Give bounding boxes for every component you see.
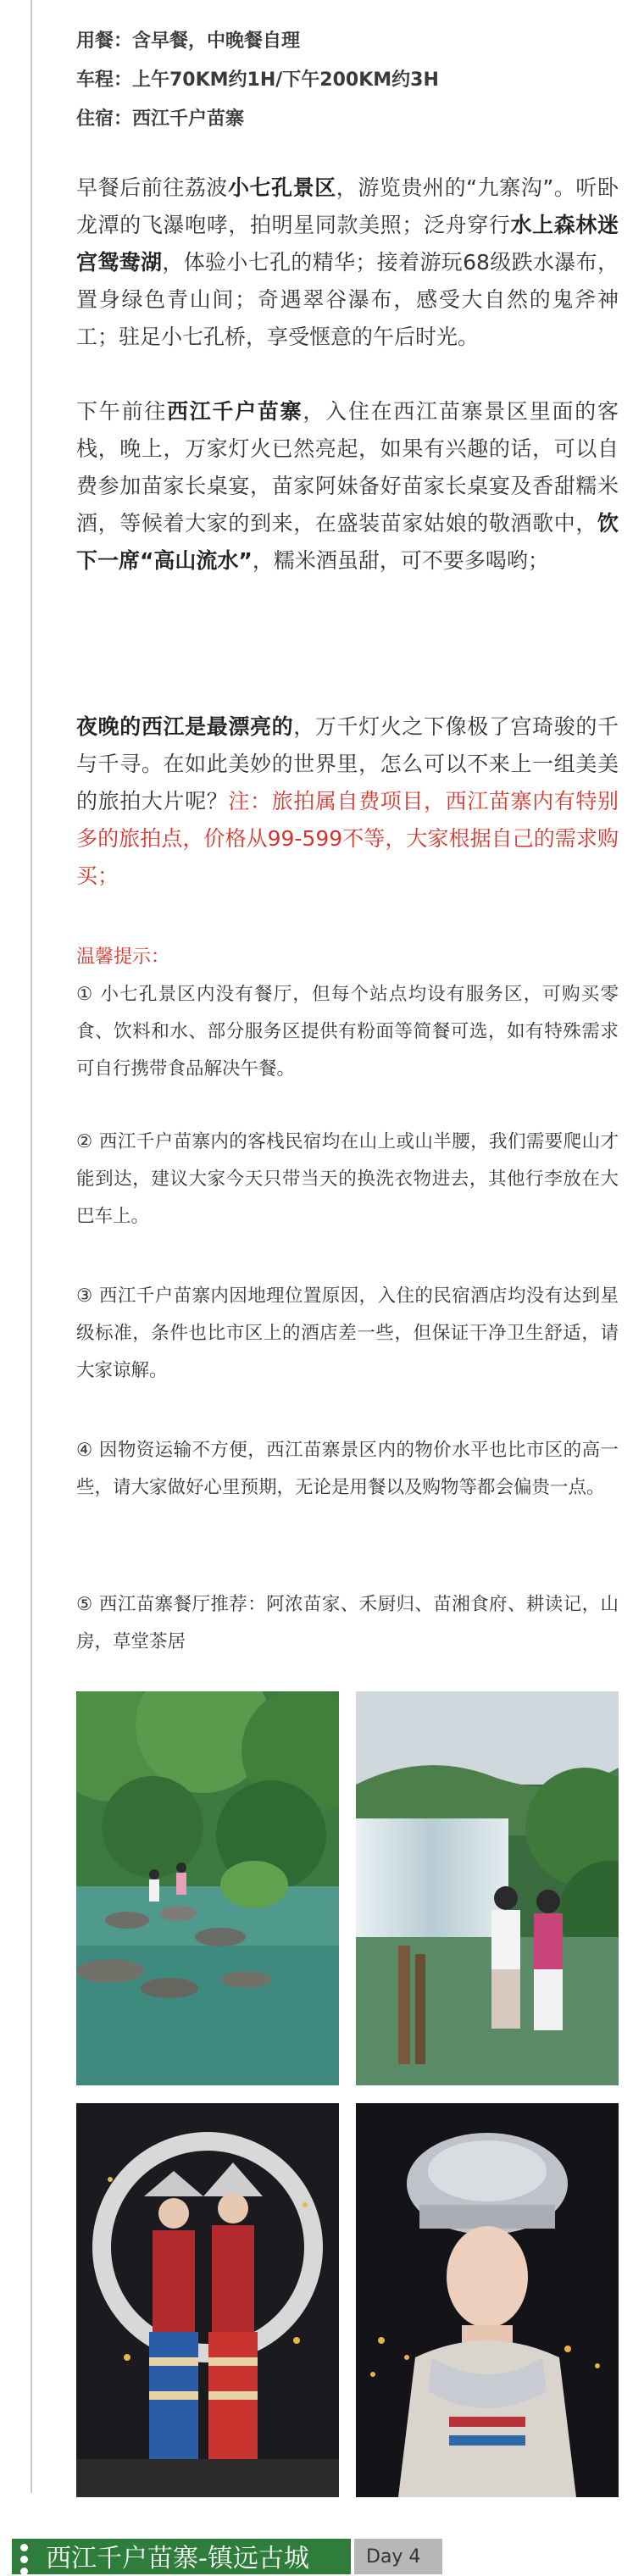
photo-xiaoqikong-pool xyxy=(76,1691,339,2085)
photo-shoot-note: 注：旅拍属自费项目，西江苗寨内有特别多的旅拍点，价格从99-599不等，大家根据自己的需求购买； xyxy=(76,789,619,888)
paragraph-night xyxy=(76,708,619,895)
text: ，糯米酒虽甜，可不要多喝哟； xyxy=(252,548,549,573)
photo-miao-costume-pair xyxy=(76,2103,339,2497)
tip-item: ③ 西江千户苗寨内因地理位置原因，入住的民宿酒店均没有达到星级标准，条件也比市区上的酒店差一些，但保证干净卫生舒适，请大家谅解。 xyxy=(76,1285,619,1381)
highlight-xijiang: 西江千户苗寨 xyxy=(166,399,303,424)
day-tag: Day 4 xyxy=(366,2546,421,2568)
tip-item: ④ 因物资运输不方便，西江苗寨景区内的物价水平也比市区的高一些，请大家做好心里预期，无论是用餐以及购物等都会偏贵一点。 xyxy=(76,1440,619,1498)
highlight-xiaoqikong: 小七孔景区 xyxy=(227,175,336,200)
text: ，入住在西江苗寨景区里面的客栈，晚上，万家灯火已然亮起，如果有兴趣的话，可以自费参加苗家长桌宴，苗家阿妹备好苗家长桌宴及香甜糯米酒，等候着大家的到来，在盛装苗家姑娘的敬酒歌中， xyxy=(76,399,619,536)
meals-info: 用餐：含早餐，中晚餐自理 xyxy=(76,31,301,52)
tip-item: ⑤ 西江苗寨餐厅推荐：阿浓苗家、禾厨归、苗湘食府、耕读记，山房，草堂茶居 xyxy=(76,1594,619,1652)
highlight-night: 夜晚的西江是最漂亮的 xyxy=(76,714,294,739)
tip-item: ① 小七孔景区内没有餐厅，但每个站点均设有服务区，可购买零食、饮料和水、部分服务区提供有粉面等简餐可选，如有特殊需求可自行携带食品解决午餐。 xyxy=(76,984,619,1080)
dots-decoration-icon xyxy=(12,2537,36,2574)
text: ，游览贵州的“九寨沟”。听卧龙潭的飞瀑咆哮，拍明星同款美照；泛舟穿行 xyxy=(76,175,619,237)
day-title: 西江千户苗寨-镇远古城 xyxy=(46,2544,309,2573)
text: 下午前往 xyxy=(76,399,167,424)
tip-item: ② 西江千户苗寨内的客栈民宿均在山上或山半腰，我们需要爬山才能到达，建议大家今天只带当天的换洗衣物进去，其他行李放在大巴车上。 xyxy=(76,1131,619,1227)
day-banner xyxy=(0,2523,644,2574)
trip-meta xyxy=(76,22,439,139)
photo-silver-headdress xyxy=(356,2103,619,2497)
paragraph-morning xyxy=(76,169,619,356)
text: 早餐后前往荔波 xyxy=(76,175,228,200)
tips-title: 温馨提示： xyxy=(76,947,170,968)
paragraph-afternoon xyxy=(76,393,619,580)
text: ，体验小七孔的精华；接着游玩68级跌水瀑布，置身绿色青山间；奇遇翠谷瀑布，感受大自然的鬼斧神工；驻足小七孔桥，享受惬意的午后时光。 xyxy=(76,250,619,349)
highlight-toast: 饮下一席“高山流水” xyxy=(76,511,619,573)
photo-waterfall-girls xyxy=(356,1691,619,2085)
transport-info: 车程：上午70KM约1H/下午200KM约3H xyxy=(76,69,439,91)
text: ，万千灯火之下像极了宫琦骏的千与千寻。在如此美妙的世界里，怎么可以不来上一组美美的旅拍大片呢？ xyxy=(76,714,619,813)
timeline-line xyxy=(31,0,32,2493)
stay-info: 住宿：西江千户苗寨 xyxy=(76,108,245,130)
highlight-mandarin-lake: 水上森林迷宫鸳鸯湖 xyxy=(76,213,619,275)
